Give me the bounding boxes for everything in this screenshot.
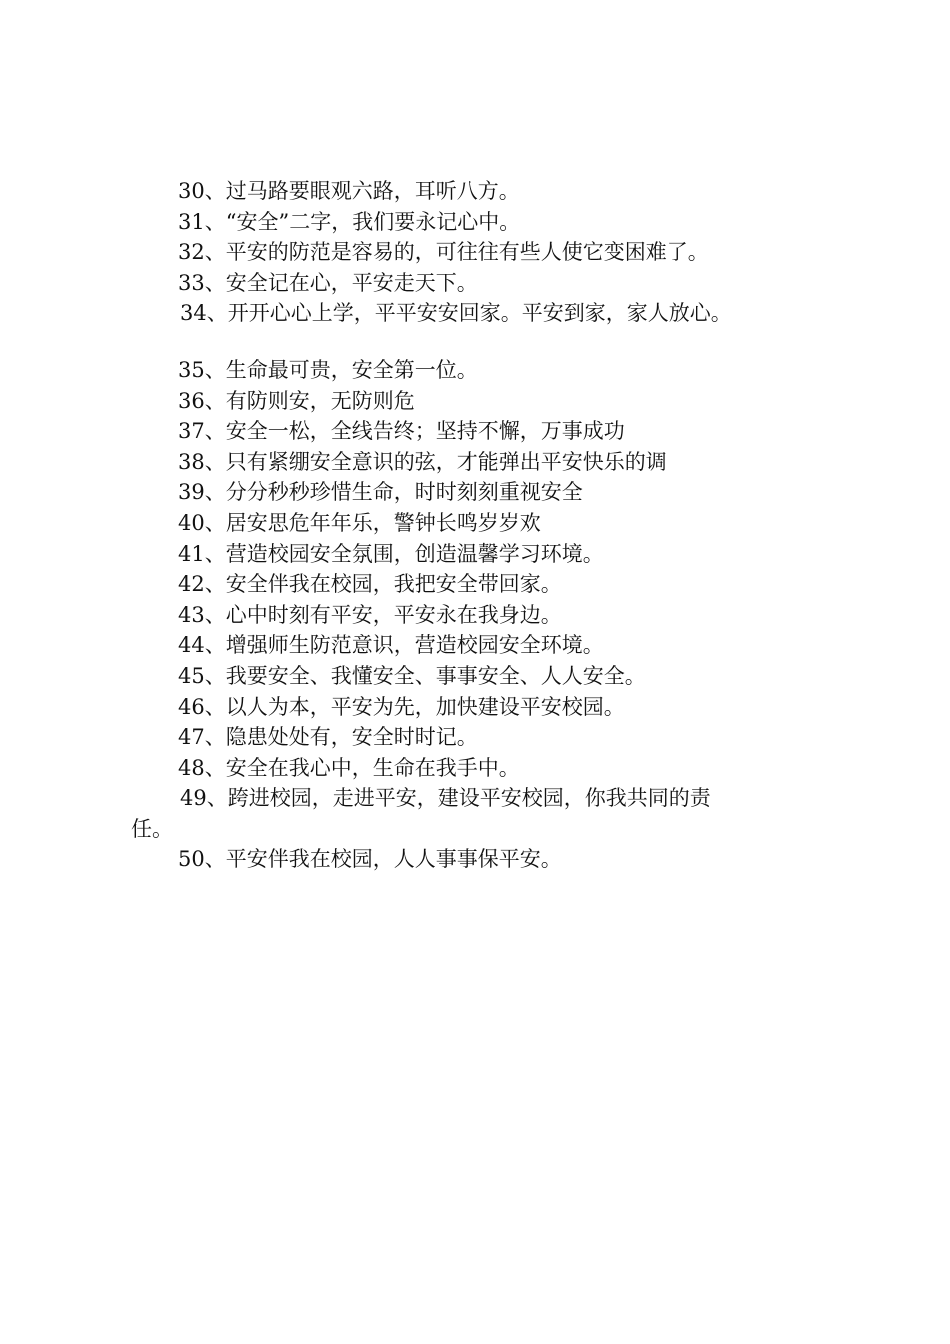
list-item: 37、安全一松，全线告终；坚持不懈，万事成功 — [178, 419, 625, 444]
list-item: 40、居安思危年年乐，警钟长鸣岁岁欢 — [178, 510, 541, 535]
list-item: 50、平安伴我在校园，人人事事保平安。 — [178, 847, 562, 872]
list-item: 33、安全记在心，平安走天下。 — [178, 270, 478, 295]
list-item: 30、过马路要眼观六路，耳听八方。 — [178, 179, 520, 203]
list-item: 36、有防则安，无防则危 — [178, 388, 415, 413]
list-item: 46、以人为本，平安为先，加快建设平安校园。 — [178, 694, 625, 719]
list-item: 45、我要安全、我懂安全、事事安全、人人安全。 — [178, 663, 646, 688]
list-item: 48、安全在我心中，生命在我手中。 — [178, 755, 520, 780]
list-item: 34、开开心心上学，平平安安回家。平安到家，家人放心。 — [180, 301, 732, 326]
list-item: 47、隐患处处有，安全时时记。 — [178, 725, 478, 750]
list-item: 44、增强师生防范意识，营造校园安全环境。 — [178, 633, 604, 658]
list-item: 43、心中时刻有平安，平安永在我身边。 — [178, 602, 562, 627]
list-item: 31、“安全”二字，我们要永记心中。 — [178, 209, 521, 234]
list-item: 32、平安的防范是容易的，可往往有些人使它变困难了。 — [178, 240, 709, 265]
list-item: 39、分分秒秒珍惜生命，时时刻刻重视安全 — [178, 480, 583, 505]
slogan-list — [0, 176, 950, 875]
list-item: 42、安全伴我在校园，我把安全带回家。 — [178, 572, 562, 597]
list-item: 41、营造校园安全氛围，创造温馨学习环境。 — [178, 541, 604, 566]
list-item: 38、只有紧绷安全意识的弦，才能弹出平安快乐的调 — [178, 449, 667, 474]
list-item-continuation: 任。 — [131, 816, 173, 841]
list-item: 35、生命最可贵，安全第一位。 — [178, 357, 478, 382]
list-item: 49、跨进校园，走进平安，建设平安校园，你我共同的责 — [180, 786, 711, 811]
